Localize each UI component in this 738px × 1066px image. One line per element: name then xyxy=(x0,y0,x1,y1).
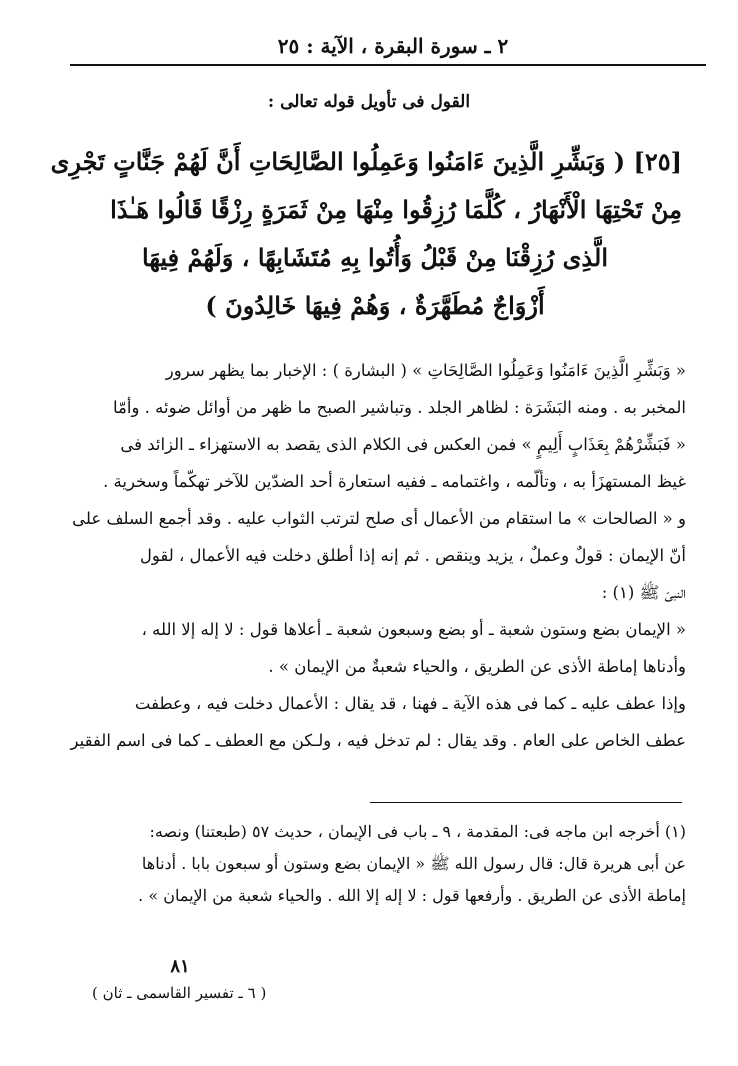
body-line: النبىّ ﷺ (١) : xyxy=(601,583,686,602)
body-line: غيظ المستهزَأ به ، وتألّمه ، واغتمامه ـ ففيه استعارة أحد الضدّين للآخر تهكّماً وسخرية . xyxy=(103,472,686,491)
footnote-line: إماطة الأذى عن الطريق . وأرفعها قول : لا إله إلا الله . والحياء شعبة من الإيمان » . xyxy=(138,886,686,905)
hadith-line: وأدناها إماطة الأذى عن الطريق ، والحياء شعبةٌ من الإيمان » . xyxy=(268,657,686,676)
running-title: ٢ ـ سورة البقرة ، الآية : ٢٥ xyxy=(277,34,509,58)
body-line: « وَبَشِّرِ الَّذِينَ ءَامَنُوا وَعَمِلُوا الصَّالِحَاتِ » ( البشارة ) : الإخبار بما يظهر سرور xyxy=(165,361,686,380)
body-line: المخبر به . ومنه البَشَرَة : لظاهر الجلد . وتباشير الصبح ما ظهر من أوائل ضوئه . وأمّا xyxy=(113,398,686,417)
quran-verse xyxy=(50,138,682,330)
body-line: و « الصالحات » ما استقام من الأعمال أى صلح لترتب الثواب عليه . وقد أجمع السلف على xyxy=(72,509,686,528)
verse-line: أَزْوَاجٌ مُطَهَّرَةٌ ، وَهُمْ فِيهَا خَالِدُونَ ) xyxy=(205,291,545,320)
header-rule xyxy=(70,64,706,66)
commentary-text xyxy=(64,352,686,759)
footnote-line: (١) أخرجه ابن ماجه فى: المقدمة ، ٩ ـ باب فى الإيمان ، حديث ٥٧ (طبعتنا) ونصه: xyxy=(149,822,686,841)
verse-line: [٢٥] ( وَبَشِّرِ الَّذِينَ ءَامَنُوا وَعَمِلُوا الصَّالِحَاتِ أَنَّ لَهُمْ جَنَّاتٍ تَجْرِى xyxy=(50,147,682,176)
verse-line: مِنْ تَحْتِهَا الْأَنْهَارُ ، كُلَّمَا رُزِقُوا مِنْهَا مِنْ ثَمَرَةٍ رِزْقًا قَالُوا هَـٰذَا xyxy=(110,195,682,224)
body-line: وإذا عطف عليه ـ كما فى هذه الآية ـ فهنا ، قد يقال : الأعمال دخلت فيه ، وعطفت xyxy=(134,694,686,713)
footnote-line: عن أبى هريرة قال: قال رسول الله ﷺ « الإيمان بضع وستون أو سبعون بابا . أدناها xyxy=(141,854,686,873)
running-header xyxy=(100,30,686,62)
page-number: ٨١ xyxy=(170,956,190,977)
footnote-rule xyxy=(370,802,682,803)
section-title: القول فى تأويل قوله تعالى : xyxy=(267,92,471,112)
body-line: عطف الخاص على العام . وقد يقال : لم تدخل فيه ، ولـكن مع العطف ـ كما فى اسم الفقير xyxy=(70,731,686,750)
printer-signature: ( ٦ ـ تفسير القاسمى ـ ثان ) xyxy=(92,984,267,1002)
body-line: « فَبَشِّرْهُمْ بِعَذَابٍ أَلِيمٍ » فمن العكس فى الكلام الذى يقصد به الاستهزاء ـ الزائد فى xyxy=(120,435,686,454)
verse-line: الَّذِى رُزِقْنَا مِنْ قَبْلُ وَأُتُوا بِهِ مُتَشَابِهًا ، وَلَهُمْ فِيهَا xyxy=(142,243,608,272)
footnotes xyxy=(60,816,686,912)
body-line: أنّ الإيمان : قولٌ وعملٌ ، يزيد وينقص . ثم إنه إذا أطلق دخلت فيه الأعمال ، لقول xyxy=(139,546,686,565)
hadith-line: « الإيمان بضع وستون شعبة ـ أو بضع وسبعون شعبة ـ أعلاها قول : لا إله إلا الله ، xyxy=(141,620,686,639)
